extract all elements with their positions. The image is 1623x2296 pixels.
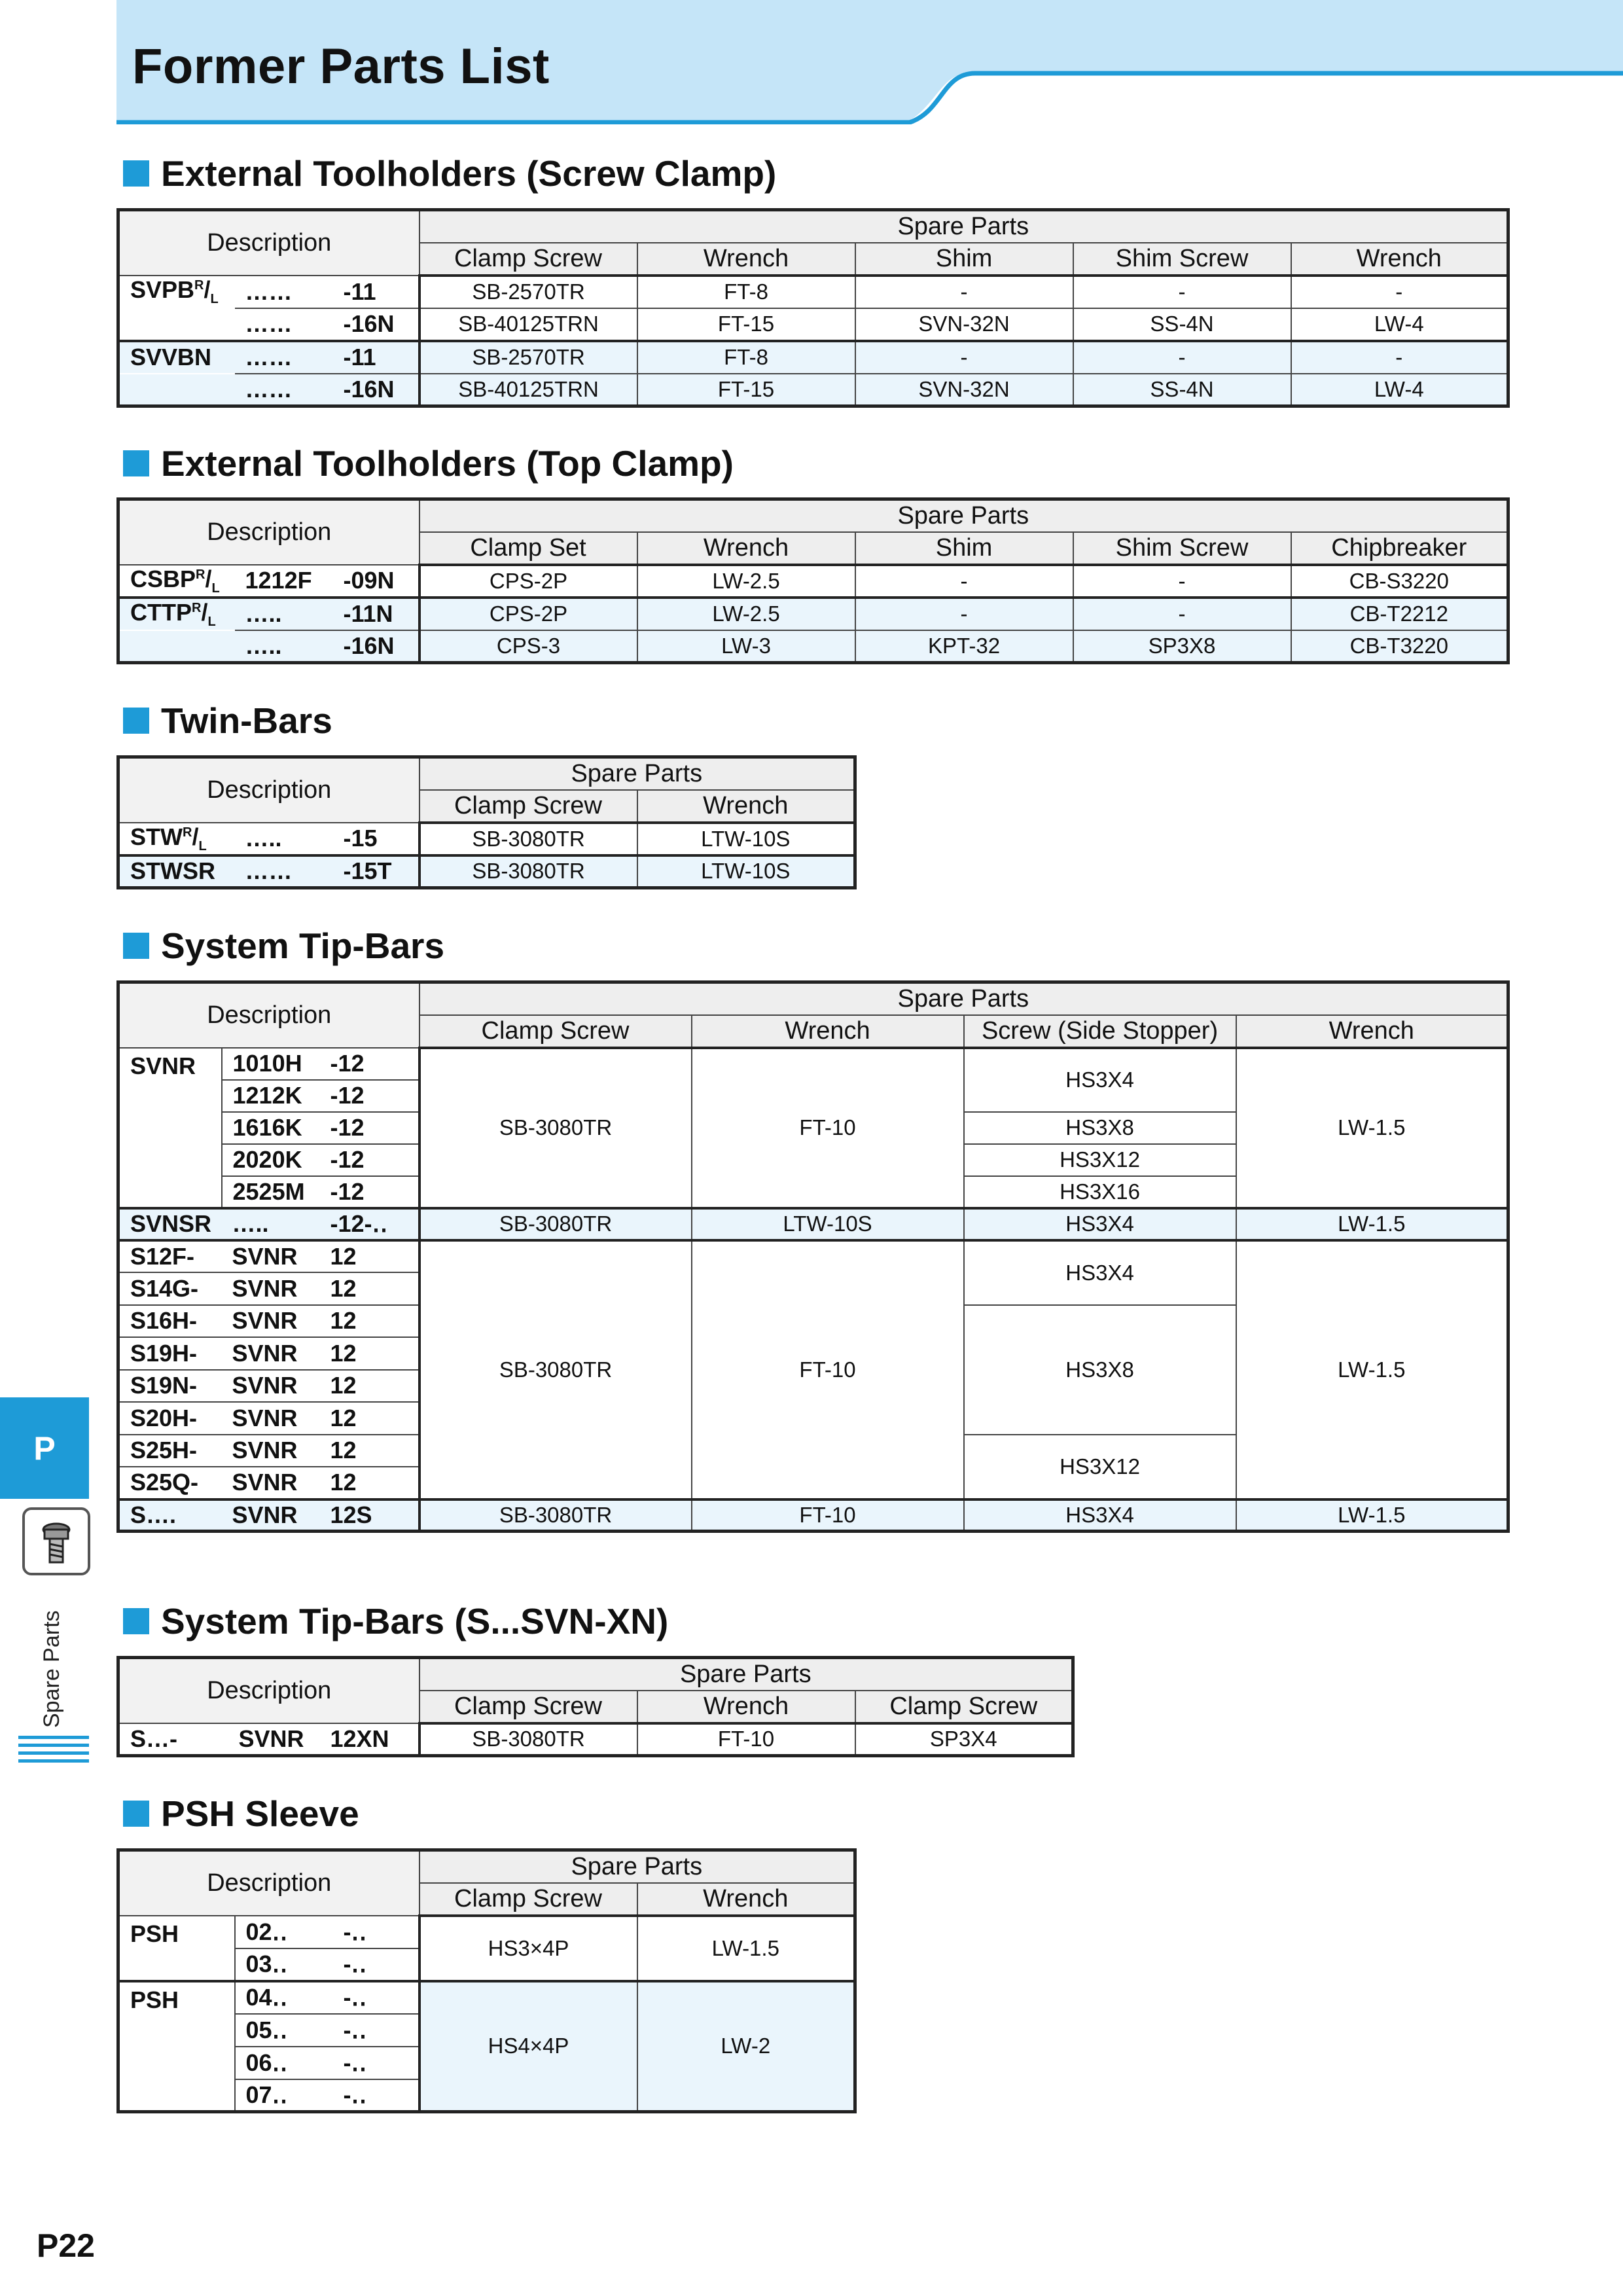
part-cell: FT-8: [637, 276, 855, 308]
part-cell: CPS-2P: [419, 565, 637, 598]
twin-bars-table: [116, 755, 857, 889]
part-cell: LTW-10S: [637, 855, 855, 888]
model-cell: S19H-: [118, 1337, 222, 1370]
column-header: Shim: [855, 243, 1073, 276]
model-cell: $SVPB^R/_L$: [118, 276, 235, 308]
part-cell: SB-40125TRN: [419, 374, 637, 406]
part-cell: FT-15: [637, 308, 855, 341]
part-cell: FT-8: [637, 341, 855, 374]
model-cell: -09N: [333, 565, 419, 598]
model-cell: SVNSR: [118, 1208, 222, 1240]
table-row: [118, 565, 1508, 598]
spare-parts-header: Spare Parts: [419, 982, 1508, 1015]
model-cell: -‥: [333, 1981, 419, 2014]
model-cell: SVNR: [222, 1402, 320, 1435]
page-title: Former Parts List: [132, 39, 550, 94]
model-cell: SVNR: [222, 1467, 320, 1499]
part-cell: HS3X8: [964, 1112, 1236, 1144]
part-cell: LTW-10S: [637, 823, 855, 855]
decorative-stripe: [18, 1744, 89, 1747]
model-cell: -‥: [333, 2079, 419, 2112]
column-header: Clamp Screw: [419, 1883, 637, 1916]
table-row: [118, 308, 1508, 341]
model-cell: ……: [235, 855, 333, 888]
part-cell: HS3X4: [964, 1048, 1236, 1112]
table-row: [118, 1048, 1508, 1080]
column-header: Clamp Screw: [419, 1015, 692, 1048]
column-header: Wrench: [637, 1883, 855, 1916]
table-row: [118, 823, 855, 855]
model-cell: -12: [320, 1080, 419, 1112]
column-header: Wrench: [637, 243, 855, 276]
model-cell: 12: [320, 1402, 419, 1435]
model-cell: SVNR: [222, 1305, 320, 1338]
part-cell: -: [1073, 341, 1291, 374]
model-cell: 12: [320, 1240, 419, 1273]
table-row: [118, 630, 1508, 663]
part-cell: LW-4: [1291, 374, 1508, 406]
column-header: Clamp Screw: [855, 1691, 1073, 1723]
column-header: Wrench: [637, 532, 855, 565]
column-header: Screw (Side Stopper): [964, 1015, 1236, 1048]
model-cell: -‥: [333, 2014, 419, 2047]
part-cell: CPS-2P: [419, 598, 637, 630]
model-cell: 12: [320, 1435, 419, 1467]
part-cell: LTW-10S: [692, 1208, 964, 1240]
model-cell: 05‥: [235, 2014, 333, 2047]
model-cell: SVNR: [118, 1048, 222, 1208]
square-bullet-icon: [123, 1608, 149, 1634]
model-cell: -11: [333, 276, 419, 308]
section-heading-top-clamp: [123, 442, 734, 484]
spare-parts-header: Spare Parts: [419, 210, 1508, 243]
model-cell: -12: [320, 1048, 419, 1080]
model-cell: ……: [235, 308, 333, 341]
psh-sleeve-table: [116, 1848, 857, 2113]
part-cell: HS3X16: [964, 1176, 1236, 1208]
model-cell: SVNR: [222, 1370, 320, 1403]
part-cell: SB-2570TR: [419, 341, 637, 374]
model-cell: -‥: [333, 1916, 419, 1948]
section-heading-twin-bars: [123, 700, 332, 742]
model-cell: …..: [222, 1208, 320, 1240]
model-cell: 1212K: [222, 1080, 320, 1112]
part-cell: LW-4: [1291, 308, 1508, 341]
page-number: P22: [37, 2227, 95, 2264]
table-row: [118, 1240, 1508, 1273]
model-cell: S14G-: [118, 1272, 222, 1305]
model-cell: 12: [320, 1337, 419, 1370]
square-bullet-icon: [123, 1801, 149, 1827]
model-cell: $STW^R/_L$: [118, 823, 235, 855]
model-cell: SVNR: [222, 1499, 320, 1532]
part-cell: -: [855, 276, 1073, 308]
model-cell: -12: [320, 1176, 419, 1208]
part-cell: LW-1.5: [637, 1916, 855, 1981]
square-bullet-icon: [123, 160, 149, 187]
part-cell: HS3×4P: [419, 1916, 637, 1981]
model-cell: 2525M: [222, 1176, 320, 1208]
square-bullet-icon: [123, 450, 149, 476]
model-cell: [118, 308, 235, 341]
part-cell: LW-3: [637, 630, 855, 663]
column-header: Clamp Screw: [419, 243, 637, 276]
column-header: Shim Screw: [1073, 243, 1291, 276]
model-cell: ……: [235, 341, 333, 374]
column-header: Wrench: [692, 1015, 964, 1048]
part-cell: SS-4N: [1073, 374, 1291, 406]
part-cell: HS3X12: [964, 1435, 1236, 1499]
spare-parts-header: Spare Parts: [419, 1850, 855, 1883]
part-cell: CB-T2212: [1291, 598, 1508, 630]
model-cell: PSH: [118, 1981, 235, 2112]
description-header: Description: [118, 210, 419, 276]
table-row: [118, 1981, 855, 2014]
square-bullet-icon: [123, 933, 149, 959]
part-cell: SVN-32N: [855, 374, 1073, 406]
model-cell: 1212F: [235, 565, 333, 598]
model-cell: SVNR: [222, 1272, 320, 1305]
part-cell: SB-3080TR: [419, 1240, 692, 1499]
column-header: Wrench: [637, 790, 855, 823]
model-cell: …..: [235, 598, 333, 630]
section-title: External Toolholders (Screw Clamp): [161, 153, 777, 194]
table-row: [118, 341, 1508, 374]
model-cell: 03‥: [235, 1948, 333, 1981]
model-cell: -16N: [333, 308, 419, 341]
model-cell: S25H-: [118, 1435, 222, 1467]
tip-bars-xn-table: [116, 1656, 1075, 1757]
description-header: Description: [118, 1850, 419, 1916]
part-cell: HS4×4P: [419, 1981, 637, 2112]
part-cell: HS3X8: [964, 1305, 1236, 1435]
column-header: Shim Screw: [1073, 532, 1291, 565]
model-cell: 12: [320, 1370, 419, 1403]
model-cell: $CSBP^R/_L$: [118, 565, 235, 598]
model-cell: S12F-: [118, 1240, 222, 1273]
part-cell: SB-3080TR: [419, 1048, 692, 1208]
table-row: [118, 1723, 1073, 1756]
model-cell: PSH: [118, 1916, 235, 1981]
table-row: [118, 1208, 1508, 1240]
spare-parts-header: Spare Parts: [419, 757, 855, 790]
model-cell: SVVBN: [118, 341, 235, 374]
model-cell: S20H-: [118, 1402, 222, 1435]
model-cell: -12-‥: [320, 1208, 419, 1240]
table-row: [118, 1499, 1508, 1532]
part-cell: SB-3080TR: [419, 1208, 692, 1240]
part-cell: LW-1.5: [1236, 1048, 1508, 1208]
model-cell: 06‥: [235, 2047, 333, 2079]
column-header: Clamp Screw: [419, 790, 637, 823]
model-cell: STWSR: [118, 855, 235, 888]
part-cell: HS3X4: [964, 1208, 1236, 1240]
decorative-stripe: [18, 1751, 89, 1755]
part-cell: CPS-3: [419, 630, 637, 663]
part-cell: SB-3080TR: [419, 1499, 692, 1532]
section-title: Twin-Bars: [161, 700, 332, 741]
part-cell: SVN-32N: [855, 308, 1073, 341]
part-cell: LW-1.5: [1236, 1499, 1508, 1532]
description-header: Description: [118, 1658, 419, 1723]
part-cell: SB-3080TR: [419, 1723, 637, 1756]
model-cell: -12: [320, 1144, 419, 1176]
square-bullet-icon: [123, 708, 149, 734]
model-cell: [118, 630, 235, 663]
model-cell: ……: [235, 374, 333, 406]
model-cell: -11: [333, 341, 419, 374]
part-cell: -: [1073, 565, 1291, 598]
model-cell: SVNR: [222, 1240, 320, 1273]
section-title: External Toolholders (Top Clamp): [161, 443, 734, 484]
spare-parts-header: Spare Parts: [419, 499, 1508, 532]
model-cell: …..: [235, 630, 333, 663]
table-row: [118, 276, 1508, 308]
part-cell: SB-2570TR: [419, 276, 637, 308]
model-cell: ……: [235, 276, 333, 308]
section-heading-screw-clamp: [123, 152, 776, 194]
part-cell: FT-10: [692, 1499, 964, 1532]
column-header: Wrench: [1236, 1015, 1508, 1048]
model-cell: SVNR: [222, 1337, 320, 1370]
model-cell: -16N: [333, 630, 419, 663]
screw-clamp-table: [116, 208, 1510, 408]
model-cell: -16N: [333, 374, 419, 406]
model-cell: S19N-: [118, 1370, 222, 1403]
top-clamp-table: [116, 497, 1510, 664]
model-cell: S….: [118, 1499, 222, 1532]
model-cell: 2020K: [222, 1144, 320, 1176]
model-cell: SVNR: [228, 1723, 320, 1756]
part-cell: SB-40125TRN: [419, 308, 637, 341]
column-header: Clamp Set: [419, 532, 637, 565]
part-cell: LW-2: [637, 1981, 855, 2112]
part-cell: KPT-32: [855, 630, 1073, 663]
model-cell: 04‥: [235, 1981, 333, 2014]
part-cell: SP3X4: [855, 1723, 1073, 1756]
part-cell: HS3X12: [964, 1144, 1236, 1176]
column-header: Chipbreaker: [1291, 532, 1508, 565]
decorative-stripe: [18, 1759, 89, 1763]
column-header: Wrench: [1291, 243, 1508, 276]
description-header: Description: [118, 982, 419, 1048]
table-row: [118, 855, 855, 888]
section-heading-psh-sleeve: [123, 1793, 359, 1835]
model-cell: 1010H: [222, 1048, 320, 1080]
column-header: Shim: [855, 532, 1073, 565]
model-cell: -15T: [333, 855, 419, 888]
side-label: Spare Parts: [39, 1610, 64, 1728]
column-header: Wrench: [637, 1691, 855, 1723]
table-row: [118, 374, 1508, 406]
part-cell: LW-2.5: [637, 565, 855, 598]
part-cell: LW-1.5: [1236, 1208, 1508, 1240]
part-cell: -: [1291, 341, 1508, 374]
tip-bars-table: [116, 980, 1510, 1533]
model-cell: S25Q-: [118, 1467, 222, 1499]
model-cell: 07‥: [235, 2079, 333, 2112]
part-cell: -: [855, 341, 1073, 374]
part-cell: HS3X4: [964, 1499, 1236, 1532]
model-cell: 02‥: [235, 1916, 333, 1948]
section-heading-tip-bars: [123, 925, 444, 967]
model-cell: SVNR: [222, 1435, 320, 1467]
model-cell: -15: [333, 823, 419, 855]
section-tab[interactable]: P: [0, 1397, 89, 1499]
part-cell: FT-10: [637, 1723, 855, 1756]
model-cell: -‥: [333, 2047, 419, 2079]
table-row: [118, 1916, 855, 1948]
screw-icon: [22, 1507, 90, 1575]
part-cell: -: [855, 598, 1073, 630]
part-cell: -: [1291, 276, 1508, 308]
part-cell: -: [1073, 598, 1291, 630]
section-title: System Tip-Bars: [161, 925, 445, 966]
part-cell: SB-3080TR: [419, 823, 637, 855]
part-cell: LW-1.5: [1236, 1240, 1508, 1499]
part-cell: SB-3080TR: [419, 855, 637, 888]
model-cell: 12: [320, 1467, 419, 1499]
part-cell: SP3X8: [1073, 630, 1291, 663]
part-cell: CB-T3220: [1291, 630, 1508, 663]
part-cell: CB-S3220: [1291, 565, 1508, 598]
part-cell: -: [855, 565, 1073, 598]
model-cell: S16H-: [118, 1305, 222, 1338]
decorative-stripe: [18, 1736, 89, 1739]
table-row: [118, 598, 1508, 630]
model-cell: 12XN: [320, 1723, 419, 1756]
model-cell: S…-: [118, 1723, 228, 1756]
description-header: Description: [118, 499, 419, 565]
section-title: PSH Sleeve: [161, 1793, 359, 1834]
part-cell: LW-2.5: [637, 598, 855, 630]
part-cell: HS3X4: [964, 1240, 1236, 1305]
description-header: Description: [118, 757, 419, 823]
column-header: Clamp Screw: [419, 1691, 637, 1723]
model-cell: [118, 374, 235, 406]
model-cell: -12: [320, 1112, 419, 1144]
part-cell: FT-10: [692, 1240, 964, 1499]
model-cell: -11N: [333, 598, 419, 630]
part-cell: FT-15: [637, 374, 855, 406]
part-cell: SS-4N: [1073, 308, 1291, 341]
model-cell: 12: [320, 1305, 419, 1338]
model-cell: $CTTP^R/_L$: [118, 598, 235, 630]
section-heading-tip-bars-xn: [123, 1600, 668, 1642]
model-cell: …..: [235, 823, 333, 855]
model-cell: 1616K: [222, 1112, 320, 1144]
model-cell: 12: [320, 1272, 419, 1305]
section-title: System Tip-Bars (S...SVN-XN): [161, 1601, 669, 1641]
part-cell: FT-10: [692, 1048, 964, 1208]
model-cell: 12S: [320, 1499, 419, 1532]
spare-parts-header: Spare Parts: [419, 1658, 1073, 1691]
part-cell: -: [1073, 276, 1291, 308]
model-cell: -‥: [333, 1948, 419, 1981]
